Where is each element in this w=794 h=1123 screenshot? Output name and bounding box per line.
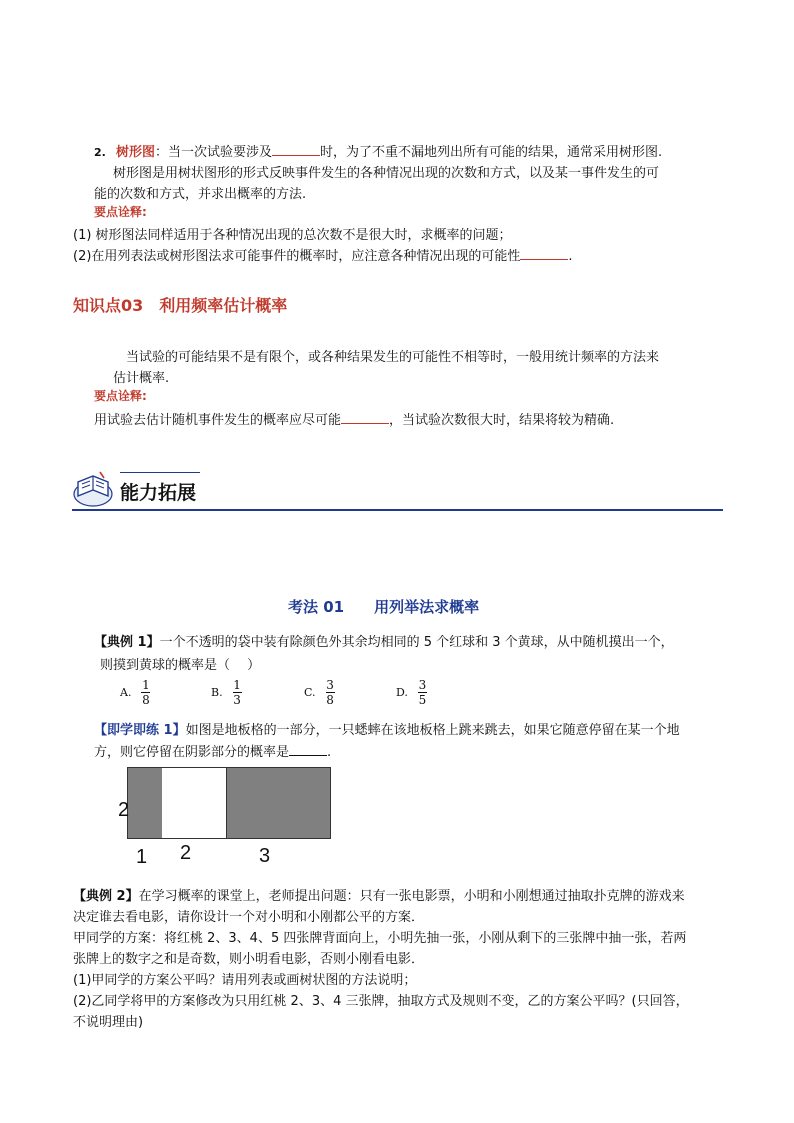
option-a-den: 8 <box>142 693 150 707</box>
option-b-num: 1 <box>233 678 241 692</box>
tree-line1-b: 时，为了不重不漏地列出所有可能的结果，通常采用树形图. <box>320 145 663 160</box>
tree-num: 2. <box>94 146 106 159</box>
ex2-line1-text: 在学习概率的课堂上，老师提出问题：只有一张电影票，小明和小刚想通过抽取扑克牌的游戏来 <box>138 889 685 904</box>
kp3-note <box>94 409 614 428</box>
tree-note2-blank <box>520 246 568 260</box>
option-d-label: D. <box>396 686 408 699</box>
ex1-line1-text: 一个不透明的袋中装有除颜色外其余均相同的 5 个红球和 3 个黄球，从中随机摸出一个， <box>159 635 674 650</box>
practice1-line2-b: . <box>327 745 332 760</box>
tree-line1-a: ：当一次试验要涉及 <box>155 145 273 160</box>
ex1-tag: 【典例 1】 <box>94 635 160 650</box>
ex2-q2a: (2)乙同学将甲的方案修改为只用红桃 2、3、4 三张牌，抽取方式及规则不变，乙的方案公平吗？(只回答， <box>73 994 689 1009</box>
practice1-line2 <box>94 741 331 760</box>
method1-heading: 考法 01 用列举法求概率 <box>288 598 480 616</box>
shaded-cell-right <box>226 767 331 839</box>
side-label: 2 <box>118 799 130 821</box>
ex2-q2b: 不说明理由) <box>73 1015 144 1030</box>
option-b[interactable] <box>211 678 242 707</box>
option-c-den: 8 <box>326 693 334 707</box>
tree-note-title: 要点诠释: <box>94 205 147 219</box>
bottom-label-1: 1 <box>136 846 148 868</box>
banner <box>72 468 723 512</box>
option-d-den: 5 <box>418 693 427 707</box>
option-a-fraction <box>141 678 150 707</box>
option-c[interactable] <box>304 678 335 707</box>
option-a[interactable] <box>120 678 150 707</box>
option-c-label: C. <box>304 686 316 699</box>
option-b-fraction <box>233 678 242 707</box>
option-a-num: 1 <box>142 678 150 692</box>
option-d-num: 3 <box>418 678 427 692</box>
option-b-den: 3 <box>233 693 241 707</box>
option-a-label: A. <box>120 686 132 699</box>
practice1-blank <box>289 742 327 756</box>
kp3-blank <box>341 410 389 424</box>
tree-note1: (1) 树形图法同样适用于各种情况出现的总次数不是很大时，求概率的问题； <box>73 228 512 243</box>
kp3-note-b: ，当试验次数很大时，结果将较为精确. <box>389 413 615 428</box>
practice1-tag: 【即学即练 1】 <box>94 723 186 738</box>
blank-cell-middle <box>162 767 226 839</box>
ex1-line1 <box>94 631 674 650</box>
ex1-line2: 则摸到黄球的概率是（ ） <box>100 658 261 673</box>
bottom-label-2: 2 <box>180 842 192 864</box>
tree-note2 <box>73 245 573 264</box>
tree-title: 树形图 <box>115 145 155 160</box>
banner-rule <box>72 509 723 511</box>
book-icon <box>72 470 114 508</box>
banner-top-rule <box>120 472 200 473</box>
tree-note2-b: . <box>568 249 573 264</box>
ex2-q1: (1)甲同学的方案公平吗？请用列表或画树状图的方法说明； <box>73 973 417 988</box>
kp3-p2: 估计概率. <box>113 371 170 386</box>
practice1-line1-text: 如图是地板格的一部分，一只蟋蟀在该地板格上跳来跳去，如果它随意停留在某一个地 <box>185 723 680 738</box>
kp3-heading: 知识点03 利用频率估计概率 <box>73 296 288 315</box>
ex2-tag: 【典例 2】 <box>73 889 139 904</box>
tree-note2-a: (2)在用列表法或树形图法求可能事件的概率时，应注意各种情况出现的可能性 <box>73 249 521 264</box>
shaded-cell-left <box>127 767 164 839</box>
kp3-p1: 当试验的可能结果不是有限个，或各种结果发生的可能性不相等时，一般用统计频率的方法来 <box>126 350 660 365</box>
ex2-line4: 张牌上的数字之和是奇数，则小明看电影，否则小刚看电影． <box>73 952 425 967</box>
tree-blank <box>272 142 320 156</box>
tree-line1 <box>94 141 662 160</box>
kp3-note-title: 要点诠释: <box>94 389 147 403</box>
floor-figure <box>115 764 335 869</box>
ex2-line2: 决定谁去看电影，请你设计一个对小明和小刚都公平的方案． <box>73 910 425 925</box>
practice1-line2-a: 方，则它停留在阴影部分的概率是 <box>94 745 290 760</box>
ex2-line1 <box>73 885 685 904</box>
tree-line3: 能的次数和方式，并求出概率的方法. <box>94 187 307 202</box>
option-b-label: B. <box>211 686 223 699</box>
option-c-fraction <box>326 678 335 707</box>
bottom-label-3: 3 <box>259 845 271 867</box>
ex2-line3: 甲同学的方案：将红桃 2、3、4、5 四张牌背面向上，小明先抽一张，小刚从剩下的三张牌中抽一张，若两 <box>73 931 687 946</box>
practice1-line1 <box>94 719 680 738</box>
option-c-num: 3 <box>326 678 334 692</box>
option-d[interactable] <box>396 678 427 707</box>
banner-title: 能力拓展 <box>120 482 197 504</box>
kp3-note-a: 用试验去估计随机事件发生的概率应尽可能 <box>94 413 342 428</box>
option-d-fraction <box>418 678 427 707</box>
tree-line2: 树形图是用树状图形的形式反映事件发生的各种情况出现的次数和方式，以及某一事件发生的可 <box>113 166 660 181</box>
